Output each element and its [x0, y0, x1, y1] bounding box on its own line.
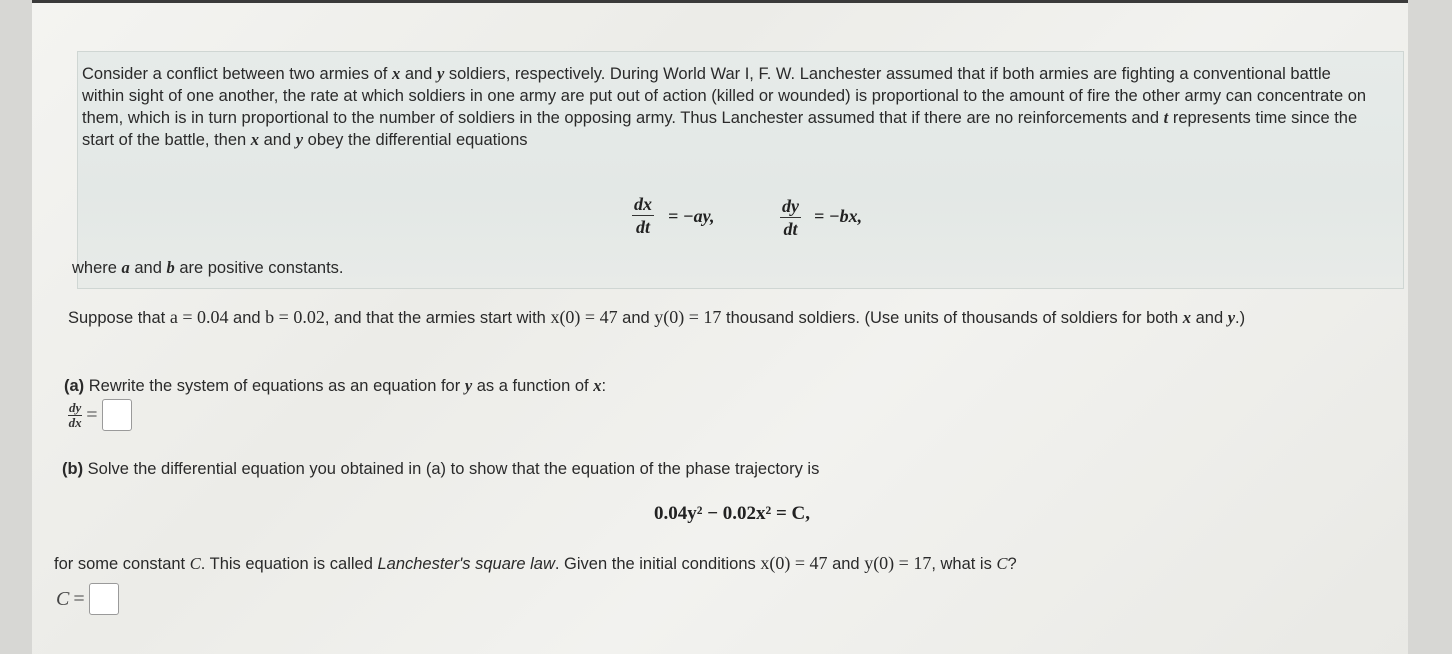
x0-value: x(0) = 47: [550, 307, 618, 327]
var-a: a: [121, 258, 130, 277]
eq1-rhs: = −ay,: [668, 206, 715, 226]
part-a-label: (a): [64, 377, 85, 395]
square-law-equation: 0.04y² − 0.02x² = C,: [654, 503, 811, 524]
intro-paragraph: [82, 63, 1372, 151]
differential-equations: [632, 193, 932, 253]
part-a-prompt: (a) Rewrite the system of equations as an equation for y as a function of x:: [64, 376, 607, 395]
where-constants: where a and b are positive constants.: [72, 258, 344, 277]
intro-text: represents time since the start of the battle, then: [82, 109, 1358, 149]
intro-text: and: [400, 65, 437, 83]
intro-text: soldiers, respectively. During World War I, F. W. Lanchester assumed that if both armies are fighting a conventional battle within sight of one another, the rate at which soldiers in one army are put out of action (killed or wounded) is proportional to the amount of fire the other army can concentrate on them, which is in turn proportional to the number of soldiers in the opposing army. Thus Lanchester assumed that if there are no reinforcements and: [82, 65, 1367, 127]
b-value: b = 0.02: [265, 307, 325, 327]
law-name: Lanchester's square law: [377, 555, 555, 573]
part-b-prompt: (b) Solve the differential equation you obtained in (a) to show that the equation of the phase trajectory is: [62, 460, 820, 478]
answer-input-c[interactable]: [89, 583, 119, 615]
y0-value: y(0) = 17: [654, 307, 722, 327]
equals-sign: =: [73, 587, 85, 610]
question-page: [32, 0, 1408, 654]
var-b: b: [166, 258, 175, 277]
intro-text: obey the differential equations: [303, 131, 528, 149]
intro-text: Consider a conflict between two armies of: [82, 65, 392, 83]
var-x: x: [391, 64, 401, 83]
eq2-rhs: = −bx,: [814, 206, 863, 226]
for-some-constant-paragraph: for some constant C. This equation is called Lanchester's square law. Given the initial conditions x(0) = 47 and y(0) = 17, what is C?: [54, 553, 1017, 573]
var-x: x: [250, 130, 260, 149]
dy-dt-fraction: $\frac{dy}{dt}$: [782, 196, 799, 239]
var-y: y: [436, 64, 445, 83]
dx-dt-fraction: $\frac{dx}{dt}$: [634, 194, 652, 237]
equals-sign: =: [86, 403, 98, 426]
var-t: t: [1163, 108, 1169, 127]
intro-text: and: [259, 131, 296, 149]
a-value: a = 0.04: [169, 307, 229, 327]
var-y: y: [295, 130, 304, 149]
answer-input-a[interactable]: [102, 399, 132, 431]
part-b-answer-row: [56, 583, 119, 615]
dy-dx-fraction: $\frac{dy}{dx}$: [68, 399, 82, 430]
part-b-label: (b): [62, 460, 84, 478]
c-label: C: [56, 587, 70, 610]
part-a-answer-row: [68, 399, 132, 431]
suppose-paragraph: Suppose that a = 0.04 and b = 0.02, and that the armies start with x(0) = 47 and y(0) = 17 thousand soldiers. (Use units of thousands of soldiers for both x and y.): [68, 307, 1246, 327]
